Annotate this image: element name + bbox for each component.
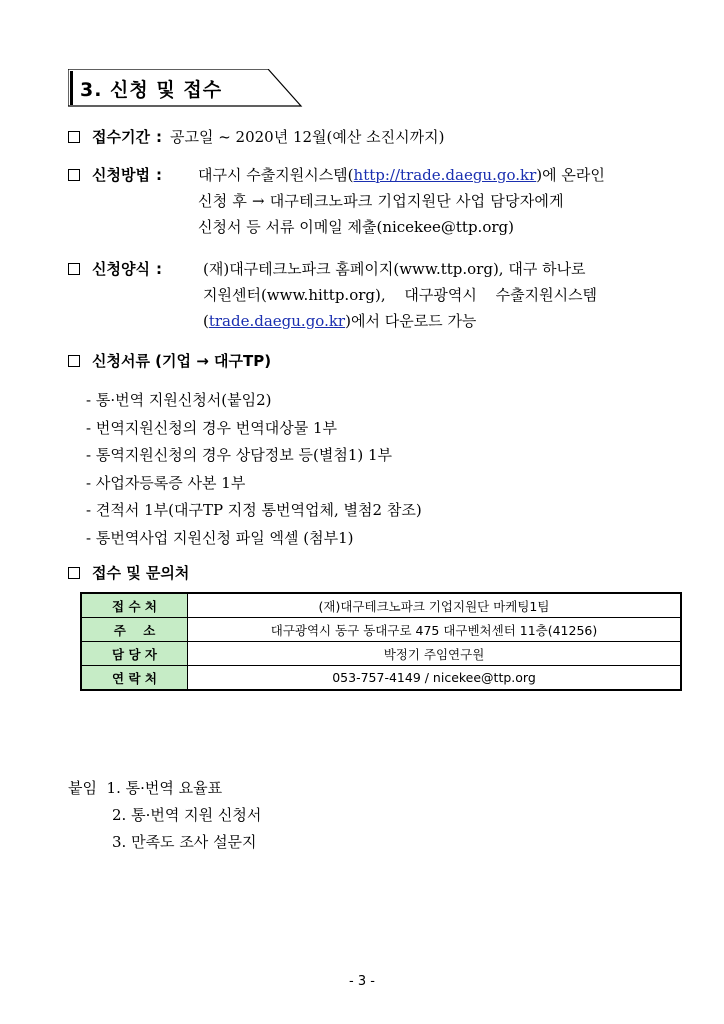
contact-key: 접 수 처: [81, 593, 188, 618]
contact-table: [80, 592, 682, 691]
attachment-item: 1. 통·번역 요율표: [106, 779, 223, 797]
form-line-1: (재)대구테크노파크 홈페이지(www.ttp.org), 대구 하나로: [203, 260, 586, 278]
contact-label: 접수 및 문의처: [92, 564, 190, 582]
form-label: 신청양식: [92, 260, 150, 278]
section-title: 3. 신청 및 접수: [80, 79, 223, 101]
list-item: - 번역지원신청의 경우 번역대상물 1부: [86, 418, 338, 437]
trade-daegu-link[interactable]: http://trade.daegu.go.kr: [353, 166, 537, 184]
list-item: - 견적서 1부(대구TP 지정 통번역업체, 별첨2 참조): [86, 501, 422, 520]
attachment-item: 2. 통·번역 지원 신청서: [112, 806, 262, 824]
period-row: [68, 126, 444, 148]
docs-row: [68, 350, 271, 372]
form-colon: :: [155, 260, 162, 278]
form-line-2: 지원센터(www.hittp.org), 대구광역시 수출지원시스템: [203, 286, 598, 304]
method-colon: :: [155, 166, 162, 184]
method-row: [68, 164, 170, 186]
method-line-2: 신청 후 → 대구테크노파크 기업지원단 사업 담당자에게: [198, 192, 564, 210]
contact-value: 053-757-4149 / nicekee@ttp.org: [188, 666, 682, 691]
form-line-3: (trade.daegu.go.kr)에서 다운로드 가능: [203, 312, 477, 330]
table-row: [81, 593, 681, 618]
list-item: - 통·번역 지원신청서(붙임2): [86, 391, 272, 409]
attachment-line-1: [68, 775, 261, 802]
table-row: [81, 642, 681, 666]
list-item: - 통역지원신청의 경우 상담정보 등(별첨1) 1부: [86, 446, 393, 465]
section-title-box: [68, 69, 304, 109]
period-text: 공고일 ~ 2020년 12월(예산 소진시까지): [169, 128, 445, 146]
period-label: 접수기간: [92, 128, 150, 146]
method-line-3: 신청서 등 서류 이메일 제출(nicekee@ttp.org): [198, 218, 514, 236]
contact-value: (재)대구테크노파크 기업지원단 마케팅1팀: [188, 593, 682, 618]
method-label: 신청방법: [92, 166, 150, 184]
checkbox-square-icon: [68, 355, 80, 367]
checkbox-square-icon: [68, 567, 80, 579]
list-item: - 사업자등록증 사본 1부: [86, 473, 246, 492]
attachments: [68, 775, 261, 856]
contact-key: 주 소: [81, 618, 188, 642]
checkbox-square-icon: [68, 131, 80, 143]
docs-list: [86, 387, 422, 553]
table-row: [81, 666, 681, 691]
form-row: [68, 258, 170, 280]
method-text-block: [198, 162, 654, 240]
contact-key: 담 당 자: [81, 642, 188, 666]
attachment-item: 3. 만족도 조사 설문지: [112, 833, 257, 851]
table-row: [81, 618, 681, 642]
docs-label: 신청서류 (기업 → 대구TP): [92, 352, 272, 370]
contact-key: 연 락 처: [81, 666, 188, 691]
checkbox-square-icon: [68, 169, 80, 181]
contact-value: 박정기 주임연구원: [188, 642, 682, 666]
trade-daegu-link-2[interactable]: trade.daegu.go.kr: [208, 312, 346, 330]
contact-row: [68, 562, 189, 584]
checkbox-square-icon: [68, 263, 80, 275]
period-colon: :: [155, 128, 162, 146]
method-line-1: 대구시 수출지원시스템(http://trade.daegu.go.kr)에 온라인: [198, 166, 605, 184]
form-text-block: [203, 256, 654, 334]
list-item: - 통번역사업 지원신청 파일 엑셀 (첨부1): [86, 528, 354, 547]
contact-value: 대구광역시 동구 동대구로 475 대구벤처센터 11층(41256): [188, 618, 682, 642]
attachments-lead: 붙임: [68, 779, 97, 797]
page-number: - 3 -: [349, 974, 375, 989]
